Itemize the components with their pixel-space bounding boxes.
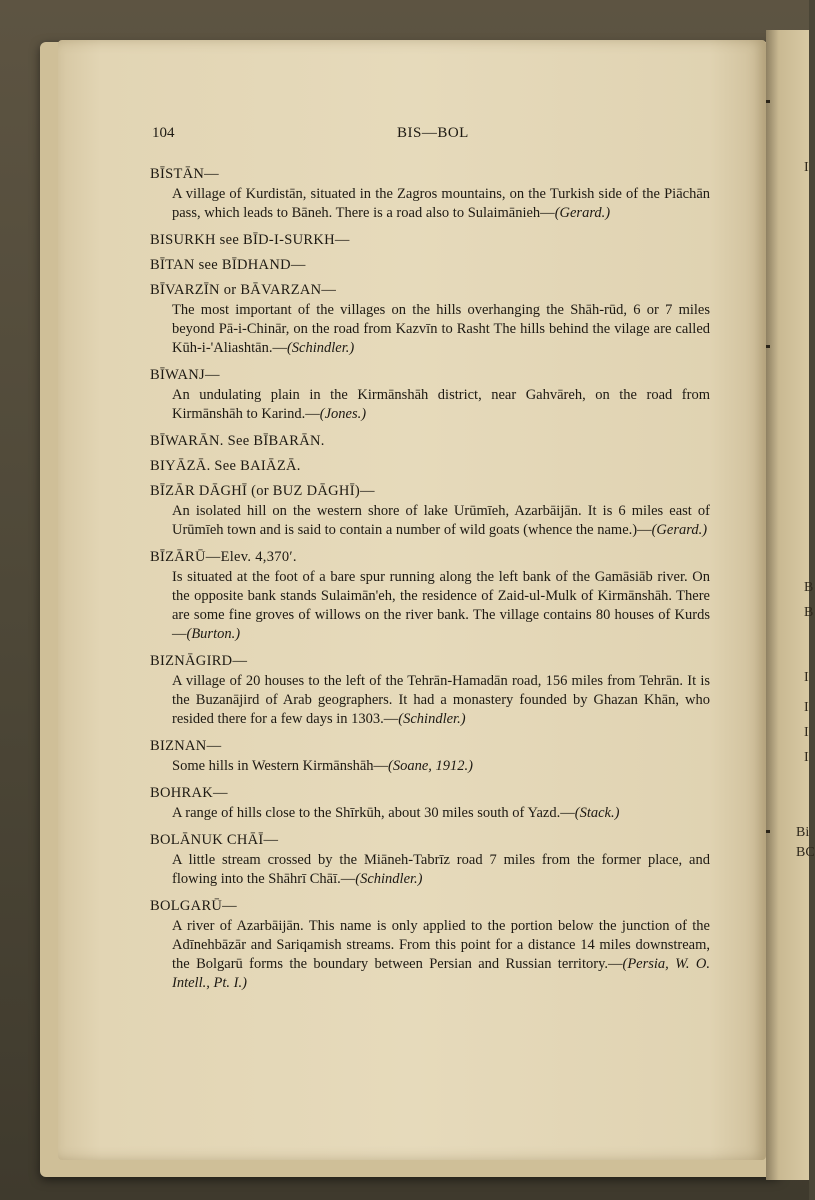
entry-headword: BOLĀNUK CHĀĪ— [150, 832, 279, 848]
entry-source: (Schindler.) [398, 711, 466, 727]
gazetteer-entry [150, 546, 710, 644]
gazetteer-entry [150, 163, 710, 223]
entry-headword: BIZNĀGIRD— [150, 653, 248, 669]
gazetteer-entry [150, 279, 710, 358]
entry-headword: BIYĀZĀ. See BAIĀZĀ. [150, 458, 301, 474]
entry-description [172, 502, 710, 540]
entry-description [172, 917, 710, 993]
entry-description [172, 301, 710, 358]
entry-source: (Persia, W. O. Intell., Pt. I.) [172, 956, 710, 991]
gazetteer-entry [150, 829, 710, 889]
next-page-fragment: B [804, 605, 814, 620]
next-page-fragment: I [804, 750, 809, 765]
entry-description [172, 757, 710, 776]
entry-text: A village of 20 houses to the left of the Tehrān-Hamadān road, 156 miles from Tehrān. It is the Buzanājird of Arab geographers. It had a monastery founded by Ghazan Khān, who resided there for a few days in 1303.— [172, 673, 710, 727]
entry-headword: BOLGARŪ— [150, 898, 237, 914]
entry-source: (Schindler.) [286, 340, 355, 356]
entry-headword: BĪWARĀN. See BĪBARĀN. [150, 433, 325, 449]
entry-text: A little stream crossed by the Miāneh-Tabrīz road 7 miles from the former place, and flowing into the Shāhrī Chāī.— [172, 852, 710, 887]
entry-source: (Burton.) [186, 626, 241, 642]
entry-headword: BĪTAN see BĪDHAND— [150, 257, 306, 273]
entry-text: A river of Azarbāijān. This name is only applied to the portion below the junction of the Adīnehbāzār and Sariqamish streams. From this point for a distance 14 miles downstream, the Bolgarū forms the boundary between Persian and Russian territory.— [172, 918, 710, 972]
next-page-fragment: BC [796, 845, 815, 860]
next-page-fragment: I [804, 700, 809, 715]
gazetteer-entry [150, 735, 710, 776]
entry-headword: BĪZĀRŪ—Elev. 4,370′. [150, 549, 297, 565]
gazetteer-entry [150, 782, 710, 823]
entry-source: (Soane, 1912.) [388, 758, 474, 774]
next-page-fragment: B [804, 580, 814, 595]
entry-headword: BIZNAN— [150, 738, 222, 754]
entry-description [172, 568, 710, 644]
entry-headword: BĪSTĀN— [150, 166, 219, 182]
gazetteer-entry [150, 364, 710, 424]
gazetteer-entry [150, 229, 710, 251]
entry-text: An undulating plain in the Kirmānshāh district, near Gahvāreh, on the road from Kirmānshāh to Karind.— [172, 387, 710, 422]
entry-text: An isolated hill on the western shore of lake Urūmīeh, Azarbāijān. It is 6 miles east of Urūmīeh town and is said to contain a number of wild goats (whence the name.)— [172, 503, 710, 538]
entry-description [172, 386, 710, 424]
entry-headword: BĪZĀR DĀGHĪ (or BUZ DĀGHĪ)— [150, 483, 375, 499]
page-content [150, 125, 710, 999]
entry-headword: BĪVARZĪN or BĀVARZAN— [150, 282, 337, 298]
running-head [150, 125, 710, 147]
entry-headword: BISURKH see BĪD-I-SURKH— [150, 232, 350, 248]
entry-text: A range of hills close to the Shīrkūh, about 30 miles south of Yazd.— [172, 805, 575, 821]
gazetteer-entry [150, 254, 710, 276]
entry-headword: BOHRAK— [150, 785, 228, 801]
entry-description [172, 851, 710, 889]
entry-source: (Stack.) [574, 805, 620, 821]
gazetteer-entry [150, 430, 710, 452]
entry-headword: BĪWANJ— [150, 367, 220, 383]
entry-text: Is situated at the foot of a bare spur running along the left bank of the Gamāsiāb river. On the opposite bank stands Sulaimān'eh, the residence of Zaid-ul-Mulk of Kirmānshāh. There are some fine groves of willows on the river bank. The village contains 80 houses of Kurds— [172, 569, 710, 642]
entry-description [172, 804, 710, 823]
gazetteer-entry [150, 895, 710, 993]
entry-source: (Gerard.) [554, 205, 611, 221]
page-number: 104 [152, 125, 175, 141]
entry-description [172, 185, 710, 223]
next-page-fragment: I [804, 670, 809, 685]
entry-source: (Gerard.) [651, 522, 708, 538]
next-page-fragment: I [804, 160, 809, 175]
entry-text: A village of Kurdistān, situated in the Zagros mountains, on the Turkish side of the Piāchān pass, which leads to Bāneh. There is a road also to Sulaimānieh— [172, 186, 710, 221]
next-page-fragment: I [804, 725, 809, 740]
page-running-title: BIS—BOL [397, 125, 469, 141]
entry-source: (Schindler.) [355, 871, 423, 887]
next-page-fragment: Bi [796, 825, 810, 840]
gazetteer-entry [150, 650, 710, 729]
entry-source: (Jones.) [319, 406, 367, 422]
next-page-edge [766, 30, 815, 1180]
entry-text: The most important of the villages on the hills overhanging the Shāh-rūd, 6 or 7 miles beyond Pā-i-Chinār, on the road from Kazvīn to Rasht The hills behind the vilage are called Kūh-i-'Aliashtān.— [172, 302, 710, 356]
entry-text: Some hills in Western Kirmānshāh— [172, 758, 389, 774]
entry-description [172, 672, 710, 729]
gazetteer-entry [150, 480, 710, 540]
gazetteer-entry [150, 455, 710, 477]
gazetteer-entries [150, 163, 710, 993]
